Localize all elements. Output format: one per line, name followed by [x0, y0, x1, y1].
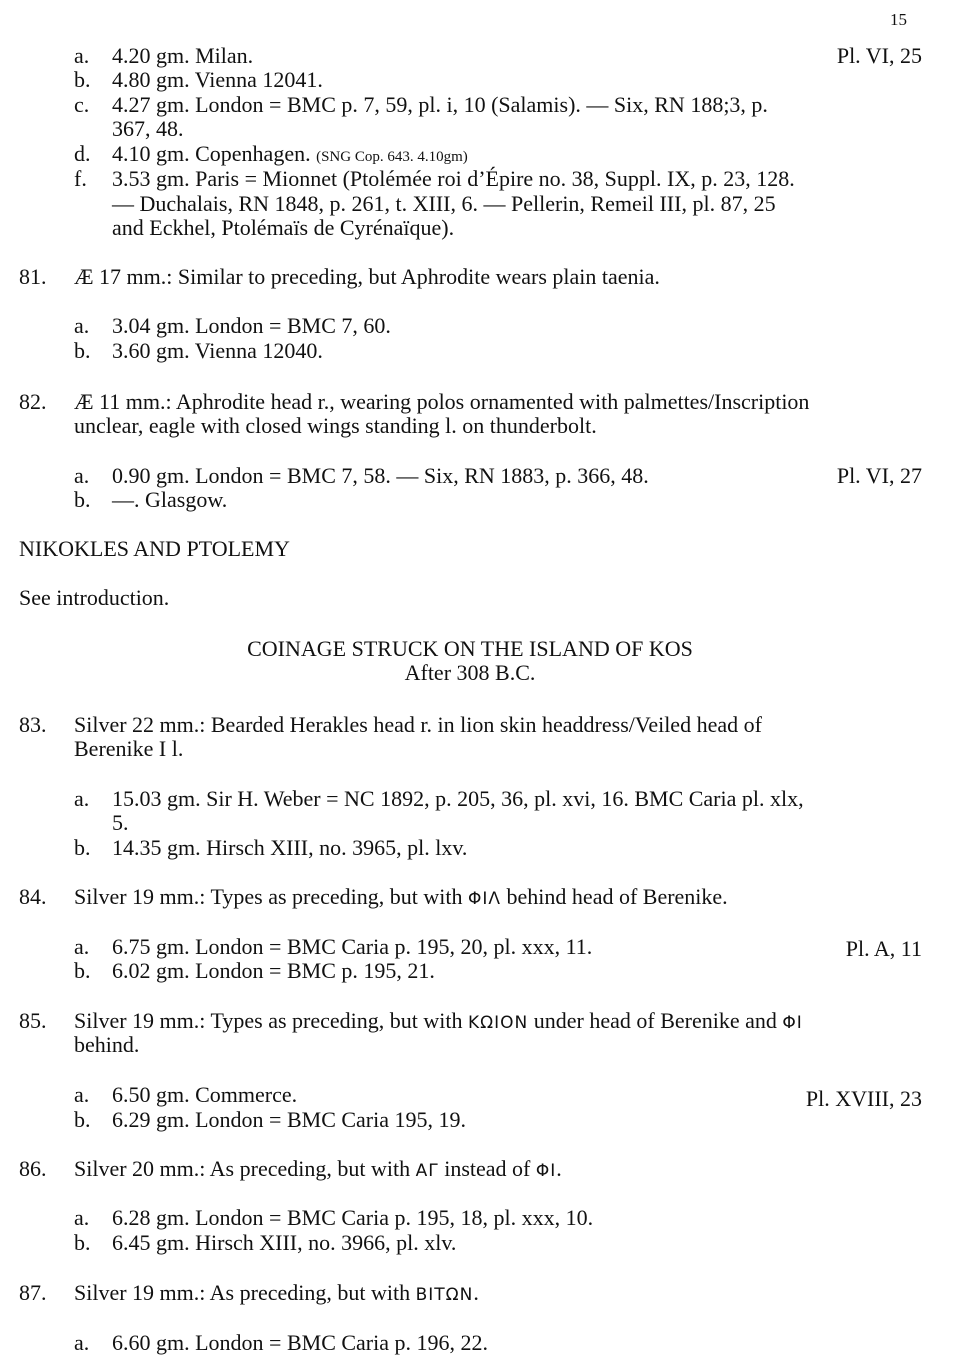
item-label: b. [74, 67, 91, 92]
item-label: b. [74, 958, 91, 983]
item-text: 6.75 gm. London = BMC Caria p. 195, 20, pl. xxx, 11. [112, 934, 593, 959]
entry-number: 83. [19, 712, 47, 737]
greek-inscription: ΦΙΛ [468, 889, 502, 909]
item-note: (SNG Cop. 643. 4.10gm) [316, 149, 468, 165]
item-label: f. [74, 166, 87, 191]
item-label: b. [74, 338, 91, 363]
item-label: a. [74, 934, 90, 959]
section-title: COINAGE STRUCK ON THE ISLAND OF KOS [247, 636, 693, 661]
entry-number: 87. [19, 1280, 47, 1305]
item-text-cont: — Duchalais, RN 1848, p. 261, t. XIII, 6. — Pellerin, Remeil III, pl. 87, 25 [112, 191, 776, 216]
greek-inscription: ΦΙ [535, 1161, 557, 1181]
item-text: 4.20 gm. Milan. [112, 43, 254, 68]
item-text: 6.29 gm. London = BMC Caria 195, 19. [112, 1107, 467, 1132]
item-text: 0.90 gm. London = BMC 7, 58. — Six, RN 1883, p. 366, 48. [112, 463, 649, 488]
item-label: a. [74, 1205, 90, 1230]
item-label: a. [74, 43, 90, 68]
item-text: 6.60 gm. London = BMC Caria p. 196, 22. [112, 1330, 489, 1355]
entry-description: Silver 19 mm.: Types as preceding, but with ΚΩΙΟΝ under head of Berenike and ΦΙ [74, 1008, 803, 1033]
entry-description: Silver 19 mm.: As preceding, but with ΒΙΤΩΝ. [74, 1280, 479, 1305]
section-text: See introduction. [19, 585, 170, 610]
entry-description: Silver 22 mm.: Bearded Herakles head r. in lion skin headdress/Veiled head of [74, 712, 762, 737]
item-text-cont: 5. [112, 810, 129, 835]
item-label: d. [74, 141, 91, 166]
section-subtitle: After 308 B.C. [404, 660, 536, 685]
item-label: a. [74, 1082, 90, 1107]
entry-description: Æ 11 mm.: Aphrodite head r., wearing polos ornamented with palmettes/Inscription [74, 389, 810, 414]
item-label: a. [74, 786, 90, 811]
entry-description-cont: unclear, eagle with closed wings standing l. on thunderbolt. [74, 413, 597, 438]
item-label: c. [74, 92, 90, 117]
item-text: 4.27 gm. London = BMC p. 7, 59, pl. i, 10 (Salamis). — Six, RN 188;3, p. [112, 92, 768, 117]
greek-inscription: ΒΙΤΩΝ [415, 1285, 474, 1305]
item-text: —. Glasgow. [112, 487, 228, 512]
item-text: 15.03 gm. Sir H. Weber = NC 1892, p. 205, 36, pl. xvi, 16. BMC Caria pl. xlx, [112, 786, 804, 811]
item-text: 6.45 gm. Hirsch XIII, no. 3966, pl. xlv. [112, 1230, 457, 1255]
entry-description: Æ 17 mm.: Similar to preceding, but Aphrodite wears plain taenia. [74, 264, 660, 289]
entry-number: 85. [19, 1008, 47, 1033]
greek-inscription: ΑΓ [415, 1161, 439, 1181]
entry-number: 81. [19, 264, 47, 289]
item-text: 6.28 gm. London = BMC Caria p. 195, 18, pl. xxx, 10. [112, 1205, 594, 1230]
plate-ref: Pl. VI, 25 [836, 43, 922, 68]
entry-number: 84. [19, 884, 47, 909]
item-label: a. [74, 463, 90, 488]
greek-inscription: ΦΙ [782, 1013, 803, 1033]
item-label: b. [74, 1107, 91, 1132]
item-text: 4.80 gm. Vienna 12041. [112, 67, 323, 92]
item-text: 14.35 gm. Hirsch XIII, no. 3965, pl. lxv. [112, 835, 468, 860]
item-text: 3.60 gm. Vienna 12040. [112, 338, 323, 363]
entry-description-cont: Berenike I l. [74, 736, 184, 761]
page-number: 15 [890, 10, 907, 29]
entry-description: Silver 19 mm.: Types as preceding, but with ΦΙΛ behind head of Berenike. [74, 884, 728, 909]
item-text-cont: and Eckhel, Ptolémaïs de Cyrénaïque). [112, 215, 455, 240]
item-label: a. [74, 1330, 90, 1355]
plate-ref: Pl. VI, 27 [836, 463, 922, 488]
item-text: 3.04 gm. London = BMC 7, 60. [112, 313, 391, 338]
item-text: 6.50 gm. Commerce. [112, 1082, 298, 1107]
entry-description-cont: behind. [74, 1032, 140, 1057]
item-label: b. [74, 1230, 91, 1255]
item-text-cont: 367, 48. [112, 116, 184, 141]
item-label: b. [74, 835, 91, 860]
section-heading: NIKOKLES AND PTOLEMY [19, 536, 290, 561]
item-label: b. [74, 487, 91, 512]
item-text: 4.10 gm. Copenhagen. (SNG Cop. 643. 4.10gm) [112, 141, 468, 166]
entry-description: Silver 20 mm.: As preceding, but with ΑΓ instead of ΦΙ. [74, 1156, 562, 1181]
item-text: 3.53 gm. Paris = Mionnet (Ptolémée roi d’Épire no. 38, Suppl. IX, p. 23, 128. [112, 166, 795, 191]
entry-number: 86. [19, 1156, 47, 1181]
greek-inscription: ΚΩΙΟΝ [468, 1013, 529, 1033]
entry-number: 82. [19, 389, 47, 414]
item-text: 6.02 gm. London = BMC p. 195, 21. [112, 958, 435, 983]
item-label: a. [74, 313, 90, 338]
plate-ref: Pl. XVIII, 23 [805, 1086, 922, 1111]
plate-ref: Pl. A, 11 [845, 936, 922, 961]
